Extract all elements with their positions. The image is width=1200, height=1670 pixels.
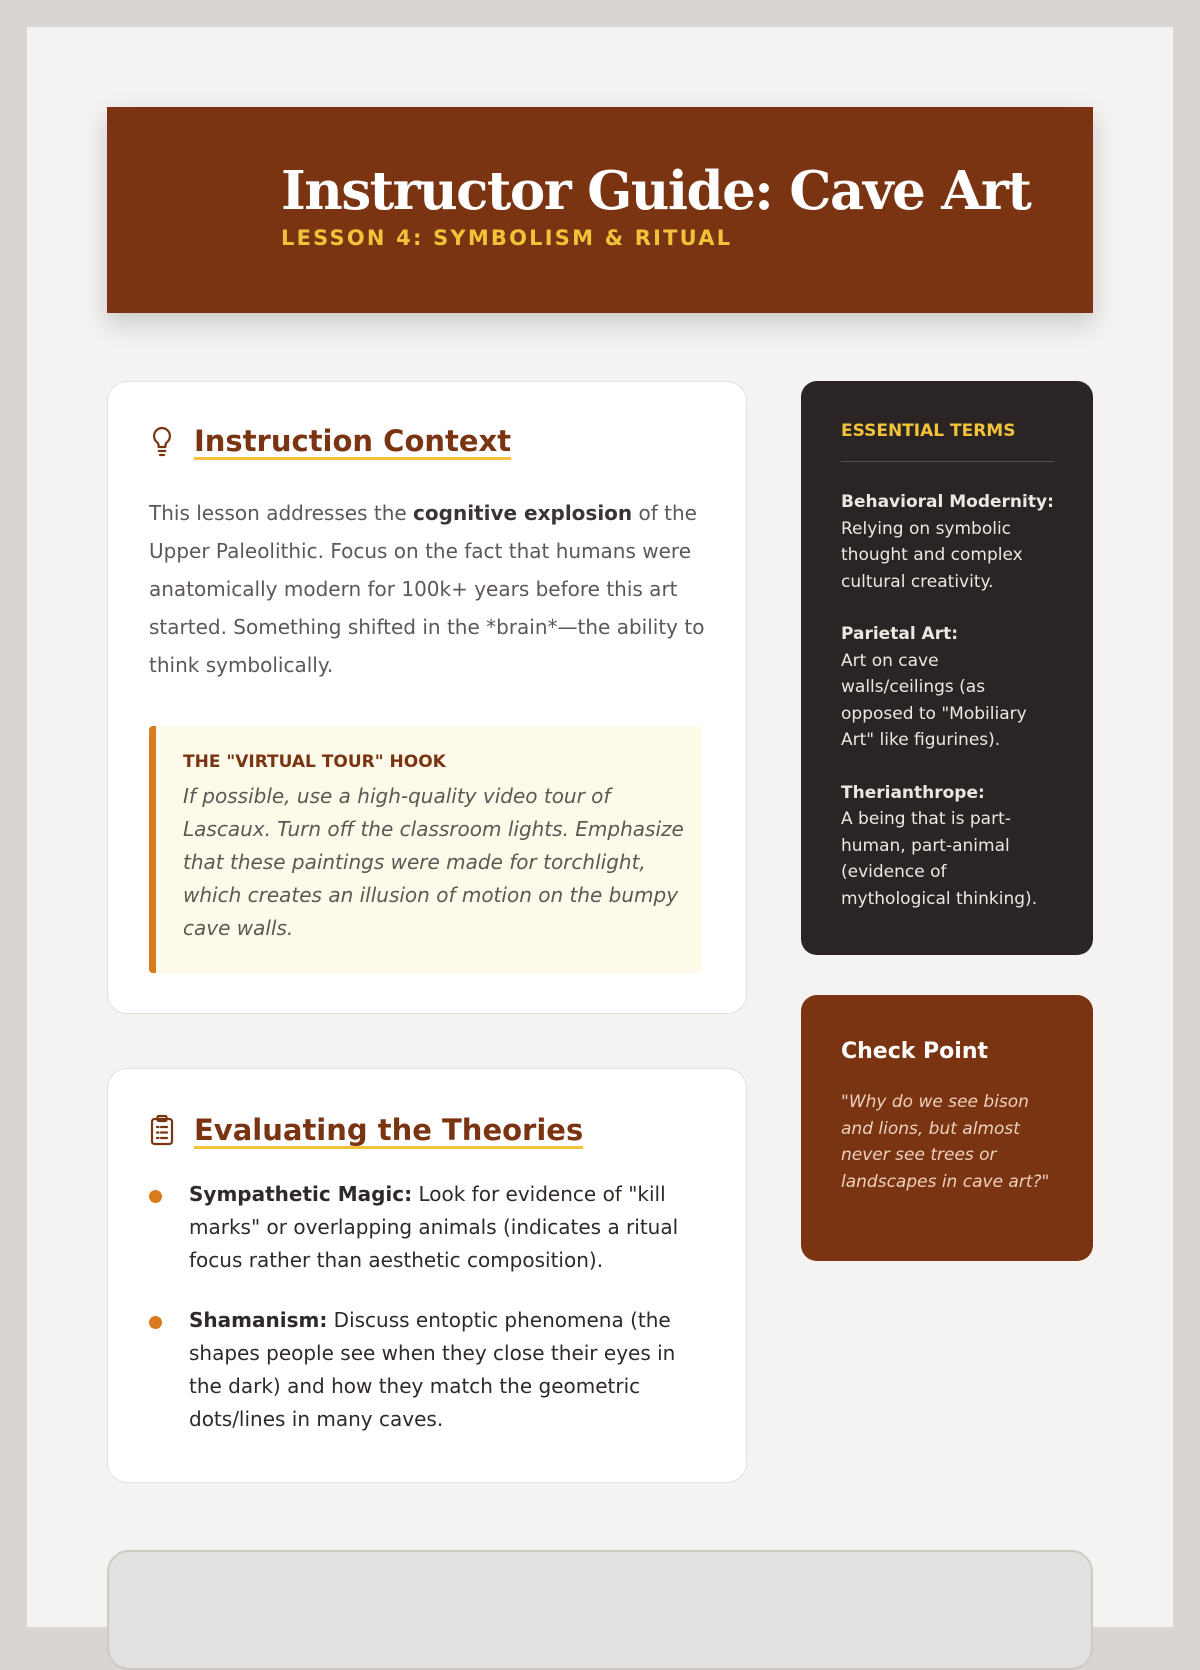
theory-list: [149, 1178, 709, 1463]
hook-title: THE "VIRTUAL TOUR" HOOK: [183, 752, 446, 772]
evaluating-theories-heading: Evaluating the Theories: [194, 1113, 584, 1147]
lesson-subtitle: LESSON 4: SYMBOLISM & RITUAL: [281, 226, 733, 250]
next-section-card: [107, 1550, 1093, 1670]
essential-terms-title: ESSENTIAL TERMS: [841, 421, 1016, 441]
term-name: Behavioral Modernity:: [841, 492, 1054, 512]
term-name: Therianthrope:: [841, 782, 985, 803]
bullet-dot-icon: [149, 1190, 162, 1203]
context-text-end: of the Upper Paleolithic. Focus on the fact that humans were anatomically modern for 100k+ years before this art started. Something shifted in the *brain*—the ability to think symbolically.: [149, 501, 705, 677]
instruction-context-card: [107, 381, 747, 1014]
term-definition: A being that is part-human, part-animal (evidence of mythological thinking).: [841, 809, 1038, 909]
term-item: [841, 489, 1056, 595]
context-text-emphasis: cognitive explosion: [413, 501, 633, 525]
instruction-context-heading: Instruction Context: [194, 424, 512, 458]
divider: [841, 461, 1054, 462]
theory-term: Shamanism:: [189, 1308, 328, 1332]
context-text-start: This lesson addresses the: [149, 501, 414, 525]
theory-text: Look for evidence of "kill marks" or overlapping animals (indicates a ritual focus rather than aesthetic composition).: [189, 1182, 679, 1272]
evaluating-theories-header: [149, 1113, 583, 1147]
check-point-title: Check Point: [841, 1039, 989, 1064]
term-item: [841, 621, 1056, 754]
page-title: Instructor Guide: Cave Art: [281, 160, 1031, 222]
bullet-dot-icon: [149, 1316, 162, 1329]
list-item: [149, 1304, 709, 1436]
check-point-panel: [801, 995, 1093, 1261]
virtual-tour-hook-callout: [149, 726, 702, 973]
evaluating-theories-card: [107, 1068, 747, 1483]
term-name: Parietal Art:: [841, 624, 959, 644]
terms-list: [841, 489, 1056, 938]
essential-terms-panel: [801, 381, 1093, 955]
check-point-question: "Why do we see bison and lions, but almost never see trees or landscapes in cave art?": [841, 1092, 1050, 1192]
theory-text: Discuss entoptic phenomena (the shapes people see when they close their eyes in the dark) and how they match the geometric dots/lines in many caves.: [189, 1308, 676, 1431]
clipboard-icon: [149, 1113, 175, 1147]
term-definition: Relying on symbolic thought and complex cultural creativity.: [841, 518, 1023, 592]
instruction-context-header: [149, 424, 511, 458]
lightbulb-icon: [149, 424, 175, 458]
list-item: [149, 1178, 709, 1277]
term-definition: Art on cave walls/ceilings (as opposed to "Mobiliary Art" like figurines).: [841, 650, 1027, 750]
term-item: [841, 780, 1056, 913]
theory-term: Sympathetic Magic:: [189, 1182, 413, 1206]
instruction-context-text: [149, 494, 709, 684]
hook-text: If possible, use a high-quality video tour of Lascaux. Turn off the classroom lights. Emphasize that these paintings were made for torchlight, which creates an illusion of motion on the bumpy cave walls.: [183, 784, 684, 940]
page-header: [107, 107, 1093, 313]
